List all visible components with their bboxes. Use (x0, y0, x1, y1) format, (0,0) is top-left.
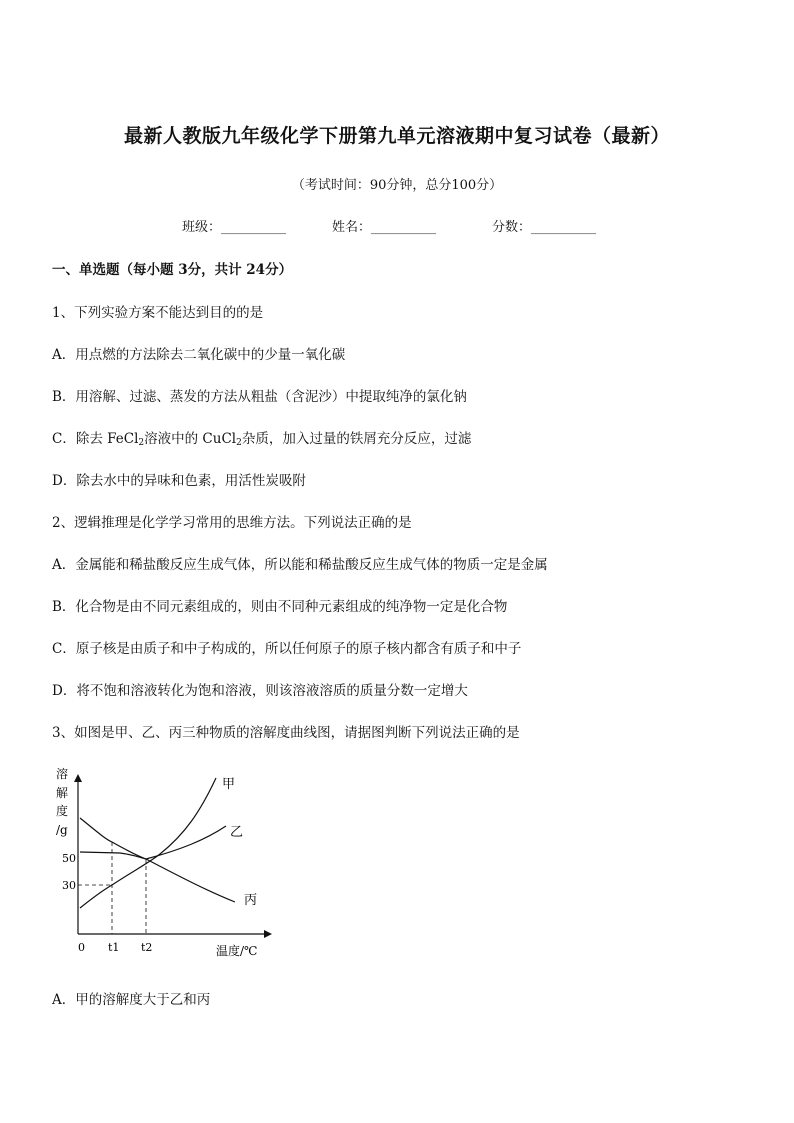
question-3-stem: 3、如图是甲、乙、丙三种物质的溶解度曲线图，请据图判断下列说法正确的是 (52, 725, 520, 741)
question-1-option-c (52, 427, 471, 447)
question-1-option-a: A．用点燃的方法除去二氧化碳中的少量一氧化碳 (52, 347, 346, 363)
curve-bing (80, 818, 235, 902)
subscript: 2 (138, 438, 145, 448)
page-title: 最新人教版九年级化学下册第九单元溶液期中复习试卷（最新） (123, 125, 670, 147)
question-2-option-d: D．将不饱和溶液转化为饱和溶液，则该溶液溶质的质量分数一定增大 (52, 683, 468, 699)
exam-time-note: （考试时间：90分钟，总分100分） (291, 178, 503, 193)
y-axis-label-3: 度 (56, 804, 69, 818)
question-2-option-b: B．化合物是由不同元素组成的，则由不同种元素组成的纯净物一定是化合物 (52, 599, 508, 615)
origin-label: 0 (78, 941, 85, 954)
solubility-chart (50, 762, 290, 967)
question-1-option-b: B．用溶解、过滤、蒸发的方法从粗盐（含泥沙）中提取纯净的氯化钠 (52, 389, 467, 405)
x-axis-label: 温度/℃ (216, 944, 258, 958)
label-yi: 乙 (230, 825, 244, 840)
option-c-suffix: 杂质，加入过量的铁屑充分反应，过滤 (241, 431, 472, 447)
option-c-prefix: C．除去 FeCl (52, 431, 139, 447)
option-c-mid: 溶液中的 CuCl (144, 431, 237, 447)
y-axis-label-4: /g (56, 823, 68, 837)
y-axis-label-2: 解 (56, 786, 69, 800)
question-2-option-a: A．金属能和稀盐酸反应生成气体，所以能和稀盐酸反应生成气体的物质一定是金属 (52, 557, 548, 573)
question-2-stem: 2、逻辑推理是化学学习常用的思维方法。下列说法正确的是 (52, 515, 412, 531)
y-tick-30: 30 (62, 879, 76, 892)
label-jia: 甲 (222, 777, 236, 792)
y-tick-50: 50 (62, 852, 76, 865)
question-2-option-c: C．原子核是由质子和中子构成的，所以任何原子的原子核内都含有质子和中子 (52, 641, 522, 657)
x-tick-t1: t1 (108, 941, 120, 954)
name-field[interactable]: 姓名：__________ (332, 220, 437, 235)
curve-jia (80, 778, 216, 908)
question-1-option-d: D．除去水中的异味和色素，用活性炭吸附 (52, 473, 306, 489)
subscript: 2 (236, 438, 242, 448)
label-bing: 丙 (244, 893, 258, 908)
y-axis-label-1: 溶 (56, 767, 69, 781)
question-1-stem: 1、下列实验方案不能达到目的的是 (52, 305, 264, 321)
x-tick-t2: t2 (141, 941, 153, 954)
question-3-option-a: A．甲的溶解度大于乙和丙 (52, 992, 211, 1008)
section-heading: 一、单选题（每小题 3分，共计 24分） (52, 262, 293, 278)
class-field[interactable]: 班级：__________ (182, 220, 287, 235)
score-field[interactable]: 分数：__________ (492, 220, 597, 235)
student-info-row (182, 216, 642, 235)
curve-yi (80, 826, 226, 859)
